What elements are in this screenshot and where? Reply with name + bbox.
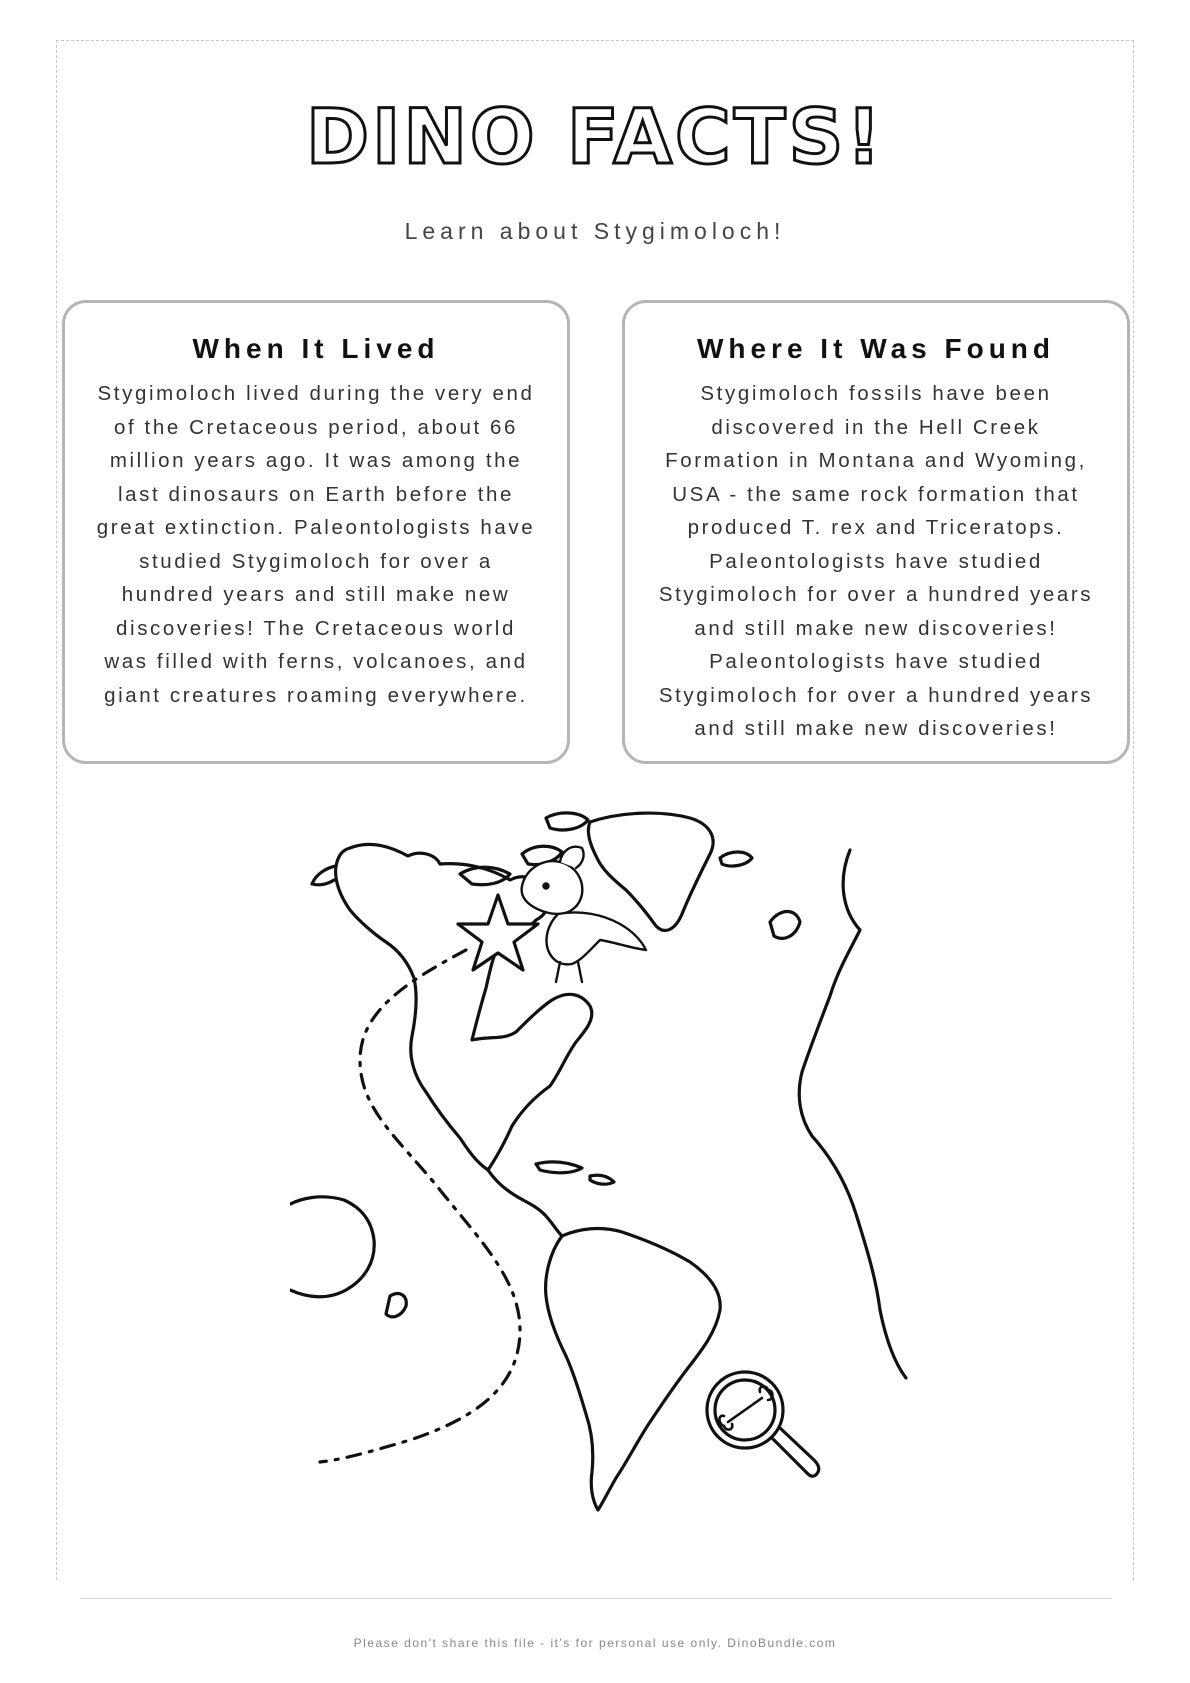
dinosaur-icon	[522, 847, 646, 982]
card-body: Stygimoloch lived during the very end of the Cretaceous period, about 66 million years ago. It was among the last dinosaurs on Earth before the great extinction. Paleontologists have studied Stygimoloch for over a hundred years and still make new discoveries! The Cretaceous world was filled with ferns, volcanoes, and giant creatures roaming everywhere.	[96, 382, 536, 707]
europe-africa-outline	[799, 850, 906, 1378]
british-isles-outline	[770, 912, 800, 939]
footer-divider	[80, 1598, 1112, 1599]
caribbean-islands-outline	[536, 1162, 614, 1184]
magnifier-bone-icon	[707, 1372, 819, 1476]
world-map-illustration	[290, 810, 910, 1570]
new-zealand-outline	[386, 1294, 406, 1317]
south-america-outline	[546, 1229, 721, 1510]
dashed-route	[320, 950, 520, 1462]
card-heading: Where It Was Found	[696, 333, 1056, 364]
australia-outline	[290, 1197, 374, 1297]
card-body: Stygimoloch fossils have been discovered in the Hell Creek Formation in Montana and Wyoming, USA - the same rock formation that produced T. rex and Triceratops. Paleontologists have studied Stygimoloch for over a hundred years and still make new discoveries! Paleontologists have studied Stygimoloch for over a hundred years and still make new discoveries!	[658, 382, 1094, 740]
star-icon	[458, 895, 538, 970]
central-america-outline	[488, 1170, 562, 1236]
iceland-outline	[720, 852, 752, 866]
alaska-outline	[312, 866, 336, 885]
card-heading: When It Lived	[192, 333, 440, 364]
page-title: DINO FACTS!	[305, 92, 885, 181]
footer-notice: Please don't share this file - it's for personal use only. DinoBundle.com	[353, 1636, 837, 1650]
where-it-was-found-card	[622, 300, 1130, 764]
greenland-outline	[588, 813, 713, 930]
page-subtitle: Learn about Stygimoloch!	[404, 218, 786, 244]
when-it-lived-card	[62, 300, 570, 764]
